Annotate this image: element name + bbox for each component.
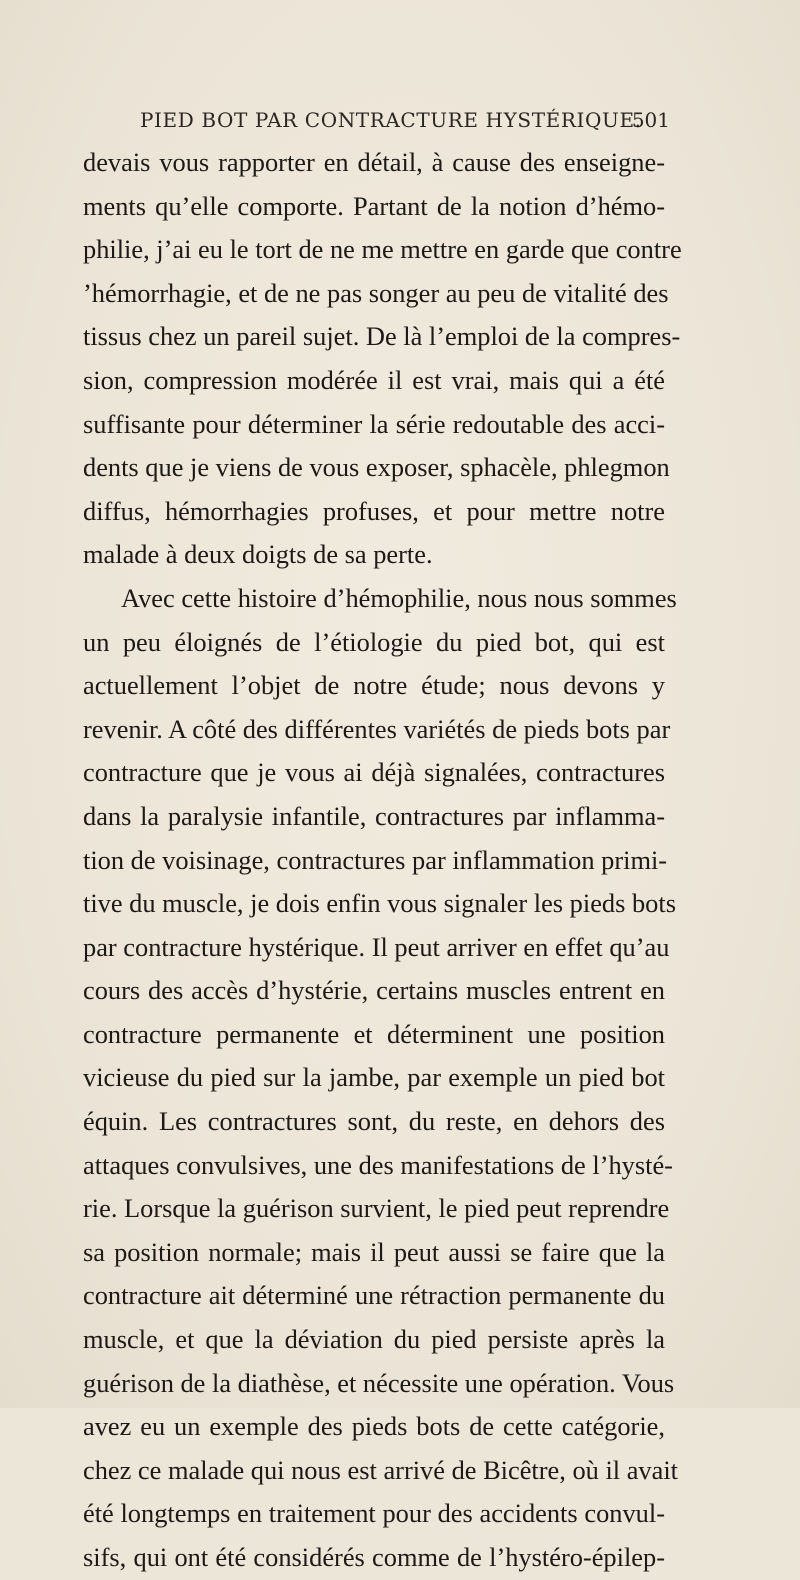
text-line: contracture que je vous ai déjà signalées, contractures: [83, 757, 665, 788]
text-line: tive du muscle, je dois enfin vous signaler les pieds bots: [83, 888, 676, 919]
text-line: sa position normale; mais il peut aussi se faire que la: [83, 1236, 665, 1267]
text-line: malade à deux doigts de sa perte.: [83, 539, 433, 570]
text-line: philie, j’ai eu le tort de ne me mettre en garde que contre: [83, 234, 682, 265]
text-line: un peu éloignés de l’étiologie du pied bot, qui est: [83, 626, 665, 657]
text-line: dents que je viens de vous exposer, sphacèle, phlegmon: [83, 452, 670, 483]
text-line: été longtemps en traitement pour des accidents convul-: [83, 1498, 665, 1529]
text-line: chez ce malade qui nous est arrivé de Bicêtre, où il avait: [83, 1454, 679, 1485]
text-line: tion de voisinage, contractures par inflammation primi-: [83, 844, 668, 875]
body-text: [83, 141, 682, 1580]
running-title: PIED BOT PAR CONTRACTURE HYSTÉRIQUE.: [140, 108, 642, 132]
text-line: muscle, et que la déviation du pied persiste après la: [83, 1324, 665, 1355]
text-line: ments qu’elle comporte. Partant de la notion d’hémo-: [83, 190, 665, 221]
text-line: sion, compression modérée il est vrai, mais qui a été: [83, 364, 665, 395]
paragraph-start-line: Avec cette histoire d’hémophilie, nous nous sommes: [121, 582, 677, 613]
text-line: sifs, qui ont été considérés comme de l’hystéro-épilep-: [83, 1542, 665, 1572]
text-line: vicieuse du pied sur la jambe, par exemple un pied bot: [83, 1062, 665, 1093]
text-line: avez eu un exemple des pieds bots de cette catégorie,: [83, 1411, 665, 1442]
text-line: diffus, hémorrhagies profuses, et pour mettre notre: [83, 495, 665, 526]
text-line: tissus chez un pareil sujet. De là l’emploi de la compres-: [83, 321, 681, 352]
text-line: actuellement l’objet de notre étude; nous devons y: [83, 670, 665, 701]
text-line: ’hémorrhagie, et de ne pas songer au peu de vitalité des: [83, 277, 669, 308]
text-line: cours des accès d’hystérie, certains muscles entrent en: [83, 975, 665, 1006]
text-line: revenir. A côté des différentes variétés de pieds bots par: [83, 713, 671, 744]
page-number: 501: [631, 108, 670, 132]
text-line: contracture permanente et déterminent une position: [83, 1018, 665, 1049]
text-line: contracture ait déterminé une rétraction permanente du: [83, 1280, 665, 1311]
text-line: devais vous rapporter en détail, à cause des enseigne-: [83, 147, 665, 177]
text-line: attaques convulsives, une des manifestations de l’hysté-: [83, 1149, 673, 1180]
running-head: [140, 108, 670, 138]
text-line: dans la paralysie infantile, contractures par inflamma-: [83, 800, 665, 831]
text-line: équin. Les contractures sont, du reste, en dehors des: [83, 1106, 665, 1137]
text-line: suffisante pour déterminer la série redoutable des acci-: [83, 408, 665, 439]
text-line: par contracture hystérique. Il peut arriver en effet qu’au: [83, 931, 670, 962]
text-line: guérison de la diathèse, et nécessite une opération. Vous: [83, 1367, 675, 1398]
text-line: rie. Lorsque la guérison survient, le pied peut reprendre: [83, 1193, 670, 1224]
